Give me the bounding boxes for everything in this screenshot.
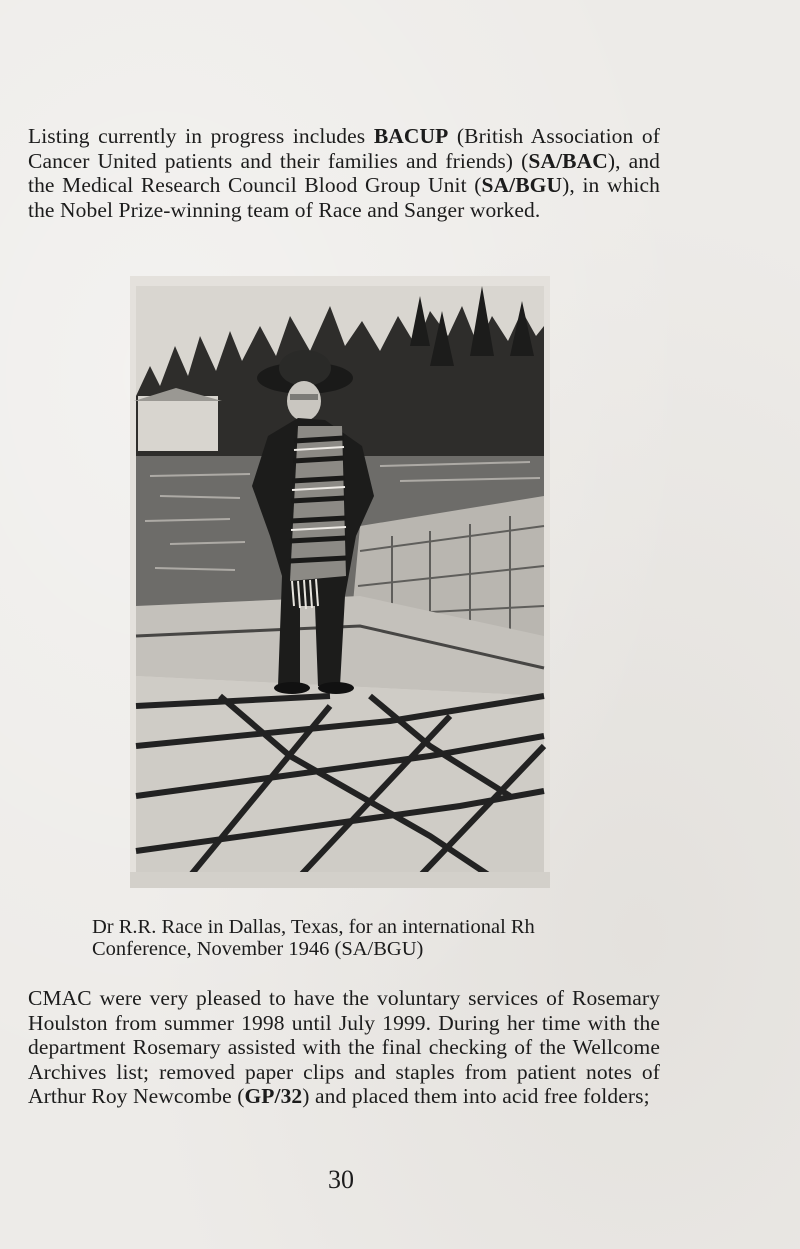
text-run: ), in which the Nobel Prize-winning team of Race and Sanger worked.: [28, 173, 660, 222]
caption-line-2: Conference, November 1946 (SA/BGU): [92, 938, 424, 960]
text-run: CMAC were very pleased to have the voluntary services of Rosemary Houlston from summer 1998 until July 1999. During her time with the department Rosemary assisted with the final checking of the Wellcome Archives list; removed paper clips and staples from patient notes of Arthur Roy Newcombe (: [28, 986, 660, 1109]
paragraph-volunteer: [28, 986, 660, 1109]
text-run: ), and the Medical Research Council Blood Group Unit (: [28, 148, 660, 198]
bold-ref-gp32: GP/32: [244, 1084, 303, 1109]
figure-caption: [92, 916, 562, 960]
caption-line-1: Dr R.R. Race in Dallas, Texas, for an international Rh: [92, 916, 535, 938]
bold-ref-bacup: BACUP: [373, 124, 449, 148]
text-run: ) and placed them into acid free folders;: [302, 1084, 650, 1109]
paragraph-intro: [28, 124, 660, 222]
text-run: (British Association of Cancer United patients and their families and friends) (: [28, 124, 661, 173]
text-run: Listing currently in progress includes: [28, 124, 374, 148]
bold-ref-sa-bgu: SA/BGU: [481, 173, 563, 198]
photograph-race-dallas: [130, 276, 550, 888]
bold-ref-sa-bac: SA/BAC: [528, 148, 608, 173]
page-number: 30: [328, 1165, 354, 1194]
